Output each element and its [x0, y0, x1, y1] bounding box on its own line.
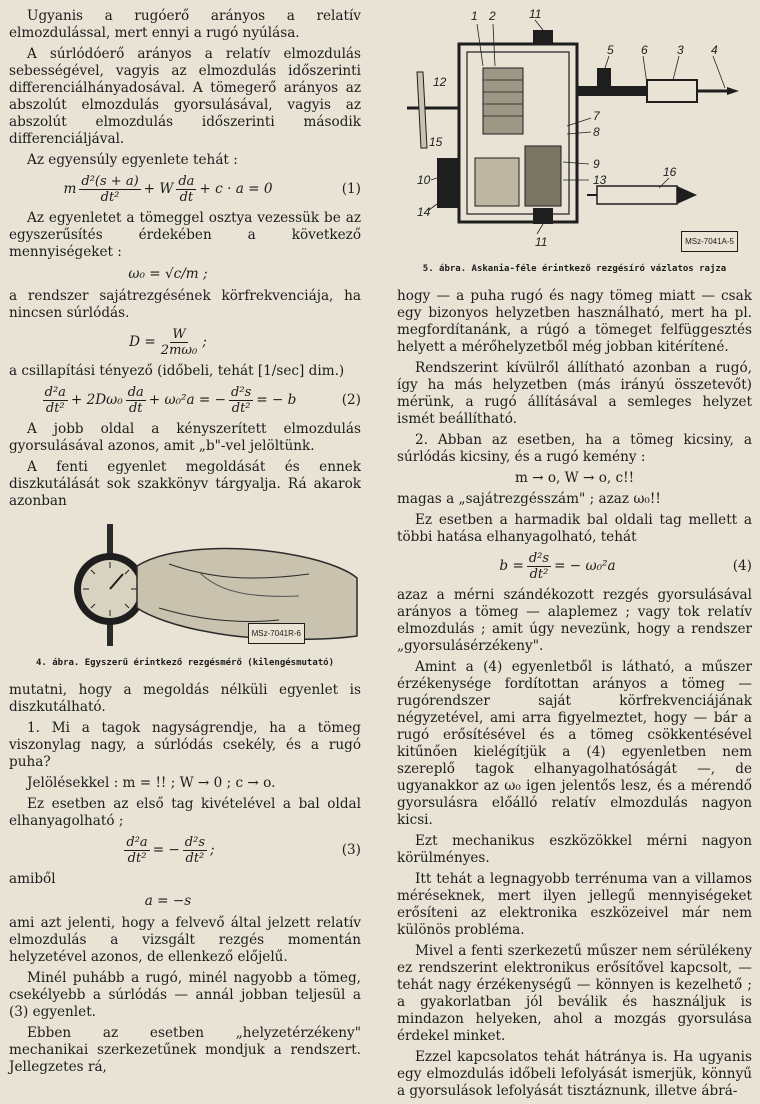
paragraph: Mivel a fenti szerkezetű műszer nem sérülékeny ez rendszerint elektronikus erősítővel kapcsolt, — tehát nagy érzékenységű — könnyen is kezelhető ; a gyakorlatban jól beválik és használjuk is mindazon helyeken, ahol a mozgás gyorsulása érdekel minket. — [397, 943, 752, 1044]
left-column — [9, 8, 361, 1080]
paragraph: 1. Mi a tagok nagyságrendje, ha a tömeg viszonylag nagy, a súrlódás csekély, és a rugó puha? — [9, 720, 361, 770]
equation-number: (1) — [341, 181, 361, 197]
callout-11b: 11 — [535, 235, 548, 249]
figure-4 — [9, 516, 361, 652]
paragraph: azaz a mérni szándékozott rezgés gyorsulásával arányos a tömeg — alaplemez ; vagy tok relatív elmozdulás ; amit úgy nevezünk, hogy a rendszer „gyorsulásérzékeny". — [397, 587, 752, 654]
right-column — [397, 8, 752, 1104]
callout-3: 3 — [677, 43, 684, 57]
equation-number: (4) — [732, 558, 752, 574]
paragraph: Ez esetben a harmadik bal oldali tag mellett a többi hatása elhanyagolható, tehát — [397, 512, 752, 545]
paragraph: ami azt jelenti, hogy a felvevő által jelzett relatív elmozdulás a vizsgált rezgés momentán helyzetével azonos, de ellenkező előjelű. — [9, 915, 361, 965]
paragraph: Itt tehát a legnagyobb terrénuma van a villamos méréseknek, mert ilyen jellegű mennyiségeket erősíteni az elektronika eszközeivel már nem különös probléma. — [397, 871, 752, 938]
equation-number: (3) — [341, 842, 361, 858]
paragraph: Rendszerint kívülről állítható azonban a rugó, így ha más helyzetben (más irányú összetevőt) mérünk, a rugó állításával a semleges helyzet ismét beállítható. — [397, 360, 752, 427]
callout-12: 12 — [433, 75, 447, 89]
callout-1: 1 — [471, 9, 478, 23]
equation-damping: D = $\frac{W}{\text{2mω₀}}$ ; — [129, 327, 207, 358]
paragraph: A súrlódóerő arányos a relatív elmozdulás sebességével, vagyis az elmozdulás időszerinti differenciálhányadosával. A tömegerő arányos az abszolút elmozdulás gyorsulásával, vagyis az abszolút elmozdulás időszerinti második differenciáljával. — [9, 46, 361, 147]
paragraph: mutatni, hogy a megoldás nélküli egyenlet is diszkutálható. — [9, 682, 361, 715]
callout-14: 14 — [417, 205, 431, 219]
paragraph: a rendszer sajátrezgésének körfrekvenciája, ha nincsen súrlódás. — [9, 288, 361, 321]
callout-10: 10 — [417, 173, 431, 187]
callout-4: 4 — [711, 43, 718, 57]
paragraph: magas a „sajátrezgésszám" ; azaz ω₀!! — [397, 491, 661, 507]
figure-label: MSz-7041R-6 — [248, 623, 305, 644]
equation-4: b = $\frac{\text{d²s}}{\text{dt²}}$ = − ω₀²a (4) — [499, 551, 752, 582]
callout-6: 6 — [641, 43, 648, 57]
paragraph: Ezt mechanikus eszközökkel mérni nagyon körülményes. — [397, 833, 752, 866]
equation-1: m $\frac{\text{d²(s + a)}}{\text{dt²}}$ + W $\frac{da}{dt}$ + c · a = 0 (1) — [63, 174, 361, 205]
paragraph: hogy — a puha rugó és nagy tömeg miatt — csak egy bizonyos helyzetben használható, mert ha pl. megfordítanánk, a rúgó a tömeget felfüggesztés helyett a mérőhelyzetből még jobban kitérítené. — [397, 288, 752, 355]
askania-vibrograph-diagram — [397, 8, 752, 258]
callout-9: 9 — [593, 157, 600, 171]
paragraph: Ugyanis a rugóerő arányos a relatív elmozdulással, mert ennyi a rugó nyúlása. — [9, 8, 361, 41]
equation-3b: a = −s — [144, 893, 192, 909]
callout-13: 13 — [593, 173, 607, 187]
callout-8: 8 — [593, 125, 600, 139]
equation-omega: ω₀ = √c/m ; — [128, 266, 208, 282]
figure-5 — [397, 8, 752, 258]
paragraph: Ebben az esetben „helyzetérzékeny" mechanikai szerkezetűnek mondjuk a rendszert. Jellegzetes rá, — [9, 1025, 361, 1075]
equation-2: $\frac{\text{d²a}}{\text{dt²}}$ + 2Dω₀ $\frac{da}{dt}$ + ω₀²a = − $\frac{\text{d²s}}{\text{dt²}}$ = − b (2) — [44, 385, 361, 416]
paragraph: Ez esetben az első tag kivételével a bal oldal elhanyagolható ; — [9, 796, 361, 829]
figure-caption: 4. ábra. Egyszerű érintkező rezgésmérő (kilengésmutató) — [35, 658, 334, 668]
paragraph: amiből — [9, 871, 56, 887]
callout-11: 11 — [529, 8, 542, 21]
paragraph: A fenti egyenlet megoldását és ennek diszkutálását sok szakkönyv tárgyalja. Rá akarok azonban — [9, 459, 361, 509]
paragraph: Amint a (4) egyenletből is látható, a műszer érzékenysége fordítottan arányos a tömeg — rugórendszer saját körfrekvenciájának négyzetével, ami arra figyelmeztet, hogy — bár a rugó erősítésével és a tömeg csökkentésével kitűnően kielégítjük a (4) egyenletben nem szereplő tagok elhanyagolhatóságát —, de ugyanakkor az ω₀ igen jelentős lesz, és a mérendő gyorsulásra előálló relatív elmozdulás nagyon kicsi. — [397, 659, 752, 828]
paragraph: a csillapítási tényező (időbeli, tehát [1/sec] dim.) — [9, 363, 345, 379]
paragraph: 2. Abban az esetben, ha a tömeg kicsiny, a súrlódás kicsiny, és a rugó kemény : — [397, 432, 752, 465]
paragraph: Jelölésekkel : m = !! ; W → 0 ; c → o. — [27, 775, 276, 791]
dial-gauge-illustration — [9, 516, 361, 652]
paragraph: Az egyensúly egyenlete tehát : — [27, 152, 238, 168]
equation-3: $\frac{\text{d²a}}{\text{dt²}}$ = − $\frac{\text{d²s}}{\text{dt²}}$ ; (3) — [126, 835, 361, 866]
paragraph: Ezzel kapcsolatos tehát hátránya is. Ha ugyanis egy elmozdulás időbeli lefolyását ismerjük, könnyű a gyorsulások lefolyását tisztáznunk, illetve ábrá- — [397, 1049, 752, 1099]
paragraph: Minél puhább a rugó, minél nagyobb a tömeg, csekélyebb a súrlódás — annál jobban teljesül a (3) egyenlet. — [9, 970, 361, 1020]
equation-number: (2) — [341, 392, 361, 408]
paragraph: Az egyenletet a tömeggel osztya vezessük be az egyszerűsítés érdekében a következő mennyiségeket : — [9, 210, 361, 260]
callout-2: 2 — [489, 9, 496, 23]
paragraph: A jobb oldal a kényszerített elmozdulás gyorsulásával azonos, amit „b"-vel jelöltünk. — [9, 421, 361, 454]
figure-label: MSz-7041A-5 — [681, 231, 738, 252]
figure-caption: 5. ábra. Askania-féle érintkező rezgésíró vázlatos rajza — [422, 264, 727, 274]
callout-15: 15 — [429, 135, 443, 149]
formula-line: m → o, W → o, c!! — [514, 470, 635, 486]
callout-7: 7 — [593, 109, 600, 123]
callout-16: 16 — [663, 165, 677, 179]
callout-5: 5 — [607, 43, 614, 57]
